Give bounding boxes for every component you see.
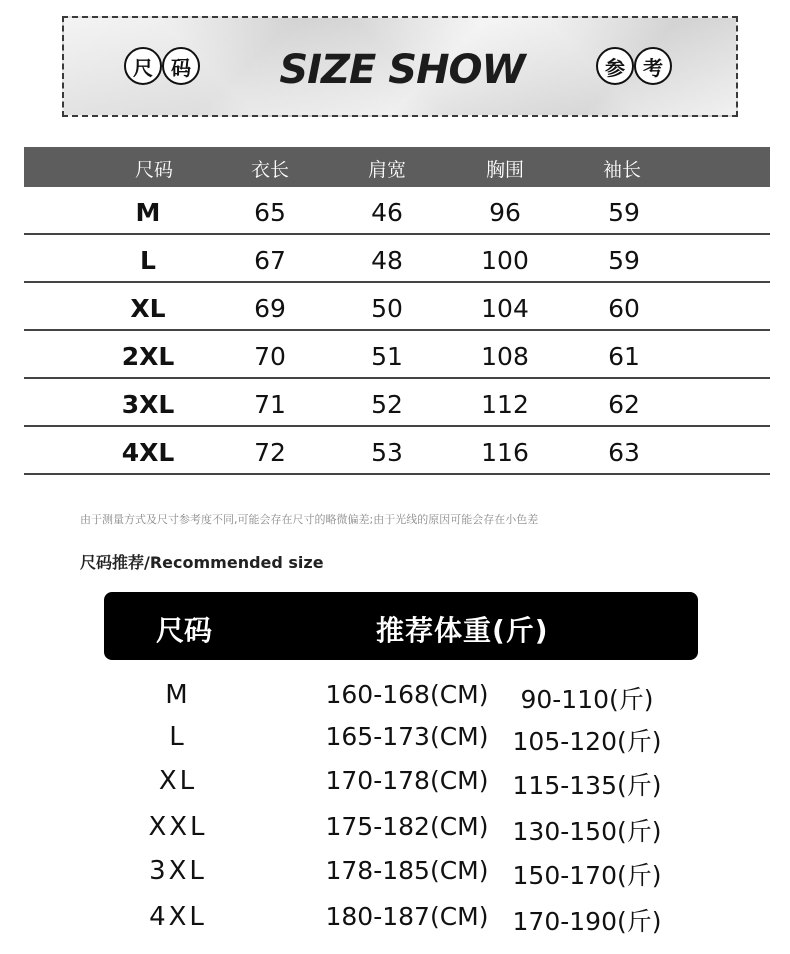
recommend-size: 3XL	[149, 856, 207, 886]
banner-title: SIZE SHOW	[279, 47, 525, 93]
cell-shoulder: 53	[371, 438, 403, 467]
cell-length: 65	[254, 198, 286, 227]
cell-length: 70	[254, 342, 286, 371]
circle-char-kao: 考	[634, 47, 672, 85]
cell-sleeve: 59	[608, 198, 640, 227]
size-table-header	[24, 147, 770, 187]
list-item	[0, 856, 790, 898]
recommend-height: 165-173(CM)	[325, 722, 489, 751]
cell-sleeve: 61	[608, 342, 640, 371]
cell-sleeve: 60	[608, 294, 640, 323]
table-row	[24, 235, 770, 283]
recommend-header-weight: 推荐体重(斤)	[376, 614, 549, 647]
circle-char-chi: 尺	[124, 47, 162, 85]
recommend-height: 170-178(CM)	[325, 766, 489, 795]
cell-shoulder: 50	[371, 294, 403, 323]
cell-size: L	[140, 246, 156, 275]
cell-length: 67	[254, 246, 286, 275]
recommend-size: XXL	[148, 812, 208, 842]
cell-sleeve: 59	[608, 246, 640, 275]
recommend-size: XL	[158, 766, 198, 796]
recommend-height: 180-187(CM)	[325, 902, 489, 931]
recommend-weight: 150-170(斤)	[512, 861, 662, 890]
table-row	[24, 283, 770, 331]
recommend-height: 160-168(CM)	[325, 680, 489, 709]
cell-size: 3XL	[121, 390, 175, 419]
cell-chest: 96	[489, 198, 521, 227]
cell-shoulder: 51	[371, 342, 403, 371]
cell-shoulder: 46	[371, 198, 403, 227]
recommend-weight: 105-120(斤)	[512, 727, 662, 756]
table-row	[24, 379, 770, 427]
table-row	[24, 331, 770, 379]
header-length: 衣长	[250, 159, 289, 181]
circle-char-ma: 码	[162, 47, 200, 85]
recommend-size: 4XL	[149, 902, 207, 932]
cell-length: 69	[254, 294, 286, 323]
cell-length: 72	[254, 438, 286, 467]
cell-sleeve: 63	[608, 438, 640, 467]
cell-shoulder: 48	[371, 246, 403, 275]
recommend-height: 178-185(CM)	[325, 856, 489, 885]
cell-size: 2XL	[121, 342, 175, 371]
cell-chest: 112	[481, 390, 529, 419]
table-row	[24, 187, 770, 235]
recommend-height: 175-182(CM)	[325, 812, 489, 841]
cell-chest: 116	[481, 438, 529, 467]
list-item	[0, 766, 790, 808]
header-chest: 胸围	[485, 159, 524, 181]
cell-chest: 104	[481, 294, 529, 323]
measurement-note: 由于测量方式及尺寸参考度不同,可能会存在尺寸的略微偏差;由于光线的原因可能会存在小色差	[80, 513, 539, 526]
recommend-weight: 115-135(斤)	[512, 771, 662, 800]
list-item	[0, 812, 790, 854]
cell-size: M	[135, 198, 161, 227]
header-sleeve: 袖长	[602, 159, 641, 181]
cell-sleeve: 62	[608, 390, 640, 419]
recommended-size-label: 尺码推荐/Recommended size	[80, 553, 324, 572]
list-item	[0, 902, 790, 944]
cell-shoulder: 52	[371, 390, 403, 419]
recommend-weight: 170-190(斤)	[512, 907, 662, 936]
recommend-header-bar	[104, 592, 698, 660]
recommend-weight: 90-110(斤)	[520, 685, 654, 714]
recommend-size: L	[169, 722, 187, 752]
cell-chest: 108	[481, 342, 529, 371]
cell-length: 71	[254, 390, 286, 419]
list-item	[0, 680, 790, 722]
table-row	[24, 427, 770, 475]
size-show-banner	[62, 16, 738, 117]
cell-size: 4XL	[121, 438, 175, 467]
recommend-size: M	[165, 680, 191, 710]
size-table	[24, 147, 770, 475]
header-size: 尺码	[134, 159, 173, 181]
recommend-header-size: 尺码	[156, 614, 213, 647]
header-shoulder: 肩宽	[367, 159, 406, 181]
recommend-weight: 130-150(斤)	[512, 817, 662, 846]
cell-chest: 100	[481, 246, 529, 275]
circle-char-can: 参	[596, 47, 634, 85]
cell-size: XL	[130, 294, 166, 323]
list-item	[0, 722, 790, 764]
